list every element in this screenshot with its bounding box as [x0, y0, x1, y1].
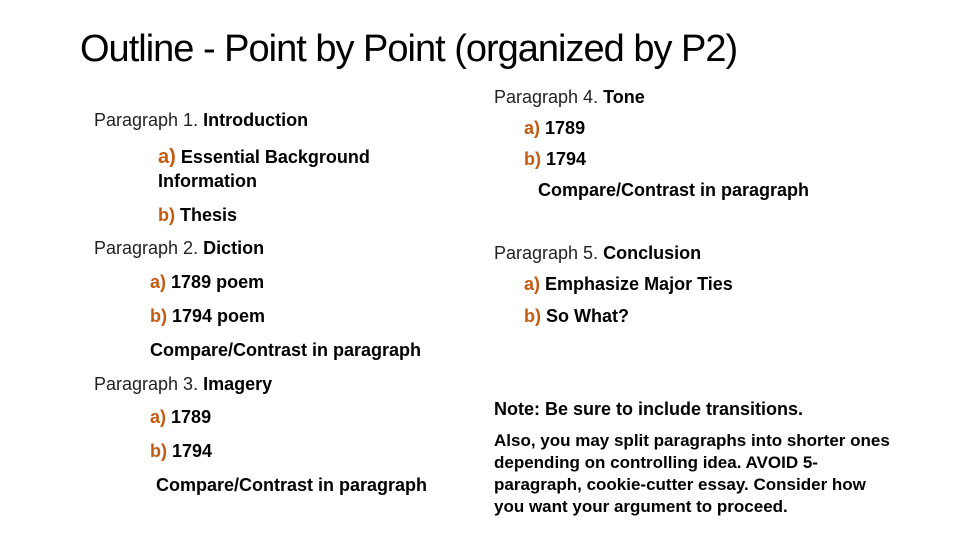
paragraph-4-heading [494, 87, 645, 108]
paragraph-2-heading [94, 238, 264, 259]
paragraph-1-item-a-continued: Information [158, 171, 257, 191]
paragraph-1-label: Paragraph 1. [94, 110, 199, 130]
paragraph-3-label: Paragraph 3. [94, 374, 199, 394]
note-advice [494, 430, 890, 518]
item-text: 1794 [172, 441, 213, 461]
paragraph-5-name: Conclusion [603, 243, 702, 263]
item-letter: a) [158, 146, 176, 168]
item-text: 1789 poem [171, 272, 265, 292]
item-letter: b) [150, 306, 167, 326]
paragraph-5-item-b [524, 306, 629, 327]
paragraph-5-item-a [524, 274, 733, 295]
note-advice-line: Also, you may split paragraphs into shorter ones [494, 431, 890, 450]
item-text: Emphasize Major Ties [545, 274, 733, 294]
note-advice-line: you want your argument to proceed. [494, 497, 788, 516]
paragraph-2-item-b [150, 306, 265, 327]
paragraph-5-heading [494, 243, 701, 264]
item-letter: b) [524, 306, 541, 326]
item-letter: a) [150, 407, 167, 427]
paragraph-4-compare: Compare/Contrast in paragraph [538, 180, 810, 200]
item-text: 1794 [546, 149, 587, 169]
paragraph-4-item-b [524, 149, 586, 170]
paragraph-2-label: Paragraph 2. [94, 238, 199, 258]
paragraph-1-item-b [158, 205, 237, 226]
paragraph-2-name: Diction [203, 238, 265, 258]
paragraph-4-label: Paragraph 4. [494, 87, 599, 107]
paragraph-1-heading [94, 110, 308, 131]
paragraph-1-name: Introduction [203, 110, 309, 130]
paragraph-3-compare: Compare/Contrast in paragraph [156, 475, 428, 495]
paragraph-3-item-b [150, 441, 212, 462]
item-text: 1789 [545, 118, 586, 138]
paragraph-3-name: Imagery [203, 374, 273, 394]
paragraph-4-name: Tone [603, 87, 645, 107]
item-text: 1789 [171, 407, 212, 427]
slide-title: Outline - Point by Point (organized by P2) [80, 28, 738, 70]
note-transitions: Note: Be sure to include transitions. [494, 399, 804, 419]
item-text: So What? [546, 306, 630, 326]
item-text: 1794 poem [172, 306, 266, 326]
paragraph-3-heading [94, 374, 272, 395]
paragraph-4-item-a [524, 118, 585, 139]
item-letter: a) [524, 274, 541, 294]
paragraph-5-label: Paragraph 5. [494, 243, 599, 263]
item-text: Thesis [180, 205, 238, 225]
item-text: Essential Background [180, 147, 370, 167]
note-advice-line: paragraph, cookie-cutter essay. Consider how [494, 475, 866, 494]
item-letter: b) [524, 149, 541, 169]
item-letter: b) [158, 205, 175, 225]
item-letter: b) [150, 441, 167, 461]
paragraph-2-item-a [150, 272, 264, 293]
item-letter: a) [524, 118, 541, 138]
item-letter: a) [150, 272, 167, 292]
paragraph-2-compare: Compare/Contrast in paragraph [150, 340, 422, 360]
paragraph-1-item-a [158, 146, 370, 169]
paragraph-3-item-a [150, 407, 211, 428]
note-advice-line: depending on controlling idea. AVOID 5- [494, 453, 818, 472]
